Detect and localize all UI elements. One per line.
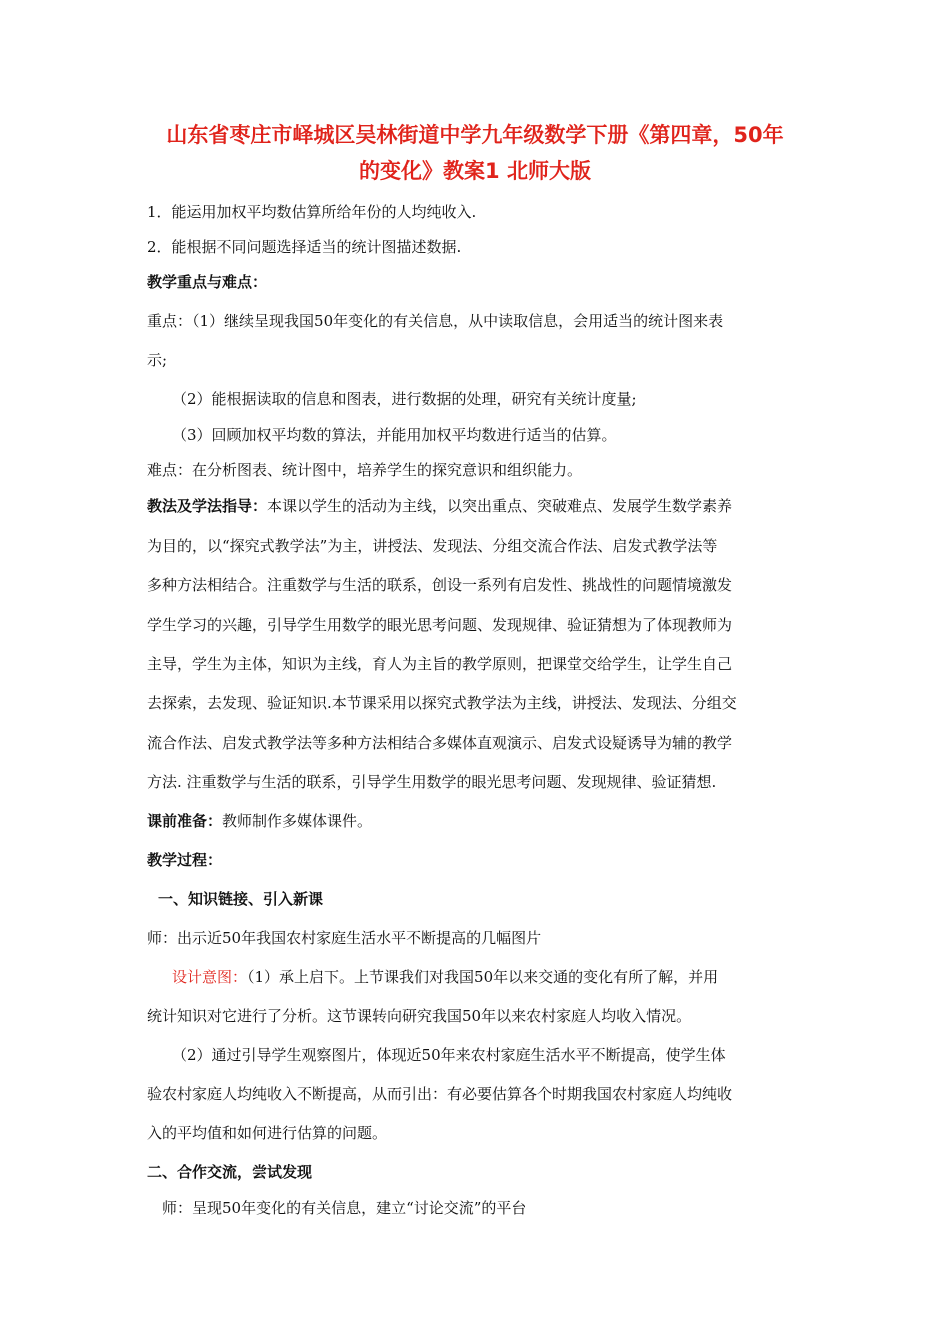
objective-2: 2．能根据不同问题选择适当的统计图描述数据. <box>147 238 462 256</box>
methods-line: 主导，学生为主体，知识为主线，育人为主旨的教学原则，把课堂交给学生，让学生自己 <box>147 655 733 673</box>
key-points-heading: 教学重点与难点： <box>147 273 268 291</box>
design-intent-label: 设计意图： <box>172 968 248 986</box>
design-intent-2-line-2: 验农村家庭人均纯收入不断提高，从而引出：有必要估算各个时期我国农村家庭人均纯收 <box>147 1085 733 1103</box>
methods-line: 为目的，以“探究式教学法”为主，讲授法、发现法、分组交流合作法、启发式教学法等 <box>147 537 718 555</box>
design-intent-2-line-1: （2）通过引导学生观察图片，体现近50年来农村家庭生活水平不断提高，使学生体 <box>172 1046 726 1064</box>
methods-line: 多种方法相结合。注重数学与生活的联系，创设一系列有启发性、挑战性的问题情境激发 <box>147 576 733 594</box>
document-title-line-2: 的变化》教案1 北师大版 <box>359 159 591 183</box>
methods-line: 流合作法、启发式教学法等多种方法相结合多媒体直观演示、启发式设疑诱导为辅的教学 <box>147 734 733 752</box>
design-intent-2-line-3: 入的平均值和如何进行估算的问题。 <box>147 1124 388 1142</box>
section-2-heading: 二、合作交流，尝试发现 <box>147 1163 313 1181</box>
methods-line: 去探索，去发现、验证知识.本节课采用以探究式教学法为主线，讲授法、发现法、分组交 <box>147 694 737 712</box>
prep-line <box>147 810 372 831</box>
key-point-1-line-1: 重点：（1）继续呈现我国50年变化的有关信息，从中读取信息，会用适当的统计图来表 <box>147 312 724 330</box>
teacher-step-2: 师：呈现50年变化的有关信息，建立“讨论交流”的平台 <box>162 1199 527 1217</box>
difficulty: 难点：在分析图表、统计图中，培养学生的探究意识和组织能力。 <box>147 461 583 479</box>
prep-text: 教师制作多媒体课件。 <box>222 812 373 830</box>
key-point-2: （2）能根据读取的信息和图表，进行数据的处理，研究有关统计度量; <box>172 390 637 408</box>
methods-line: 方法. 注重数学与生活的联系，引导学生用数学的眼光思考问题、发现规律、验证猜想. <box>147 773 717 791</box>
design-intent-line-1 <box>172 966 718 987</box>
methods-line: 学生学习的兴趣，引导学生用数学的眼光思考问题、发现规律、验证猜想为了体现教师为 <box>147 616 733 634</box>
design-intent-line-2: 统计知识对它进行了分析。这节课转向研究我国50年以来农村家庭人均收入情况。 <box>147 1007 692 1025</box>
key-point-3: （3）回顾加权平均数的算法，并能用加权平均数进行适当的估算。 <box>172 426 617 444</box>
methods-first-line <box>147 495 732 516</box>
prep-label: 课前准备： <box>147 812 223 830</box>
methods-first-text: 本课以学生的活动为主线，以突出重点、突破难点、发展学生数学素养 <box>267 497 733 515</box>
document-title-line-1: 山东省枣庄市峄城区吴林街道中学九年级数学下册《第四章，50年 <box>166 123 784 147</box>
design-intent-text-1: （1）承上启下。上节课我们对我国50年以来交通的变化有所了解，并用 <box>247 968 719 986</box>
teacher-step-1: 师：出示近50年我国农村家庭生活水平不断提高的几幅图片 <box>147 929 542 947</box>
methods-label: 教法及学法指导： <box>147 497 268 515</box>
key-point-1-line-2: 示; <box>147 351 168 369</box>
section-1-heading: 一、知识链接、引入新课 <box>158 890 324 908</box>
process-heading: 教学过程： <box>147 851 223 869</box>
objective-1: 1．能运用加权平均数估算所给年份的人均纯收入. <box>147 203 477 221</box>
